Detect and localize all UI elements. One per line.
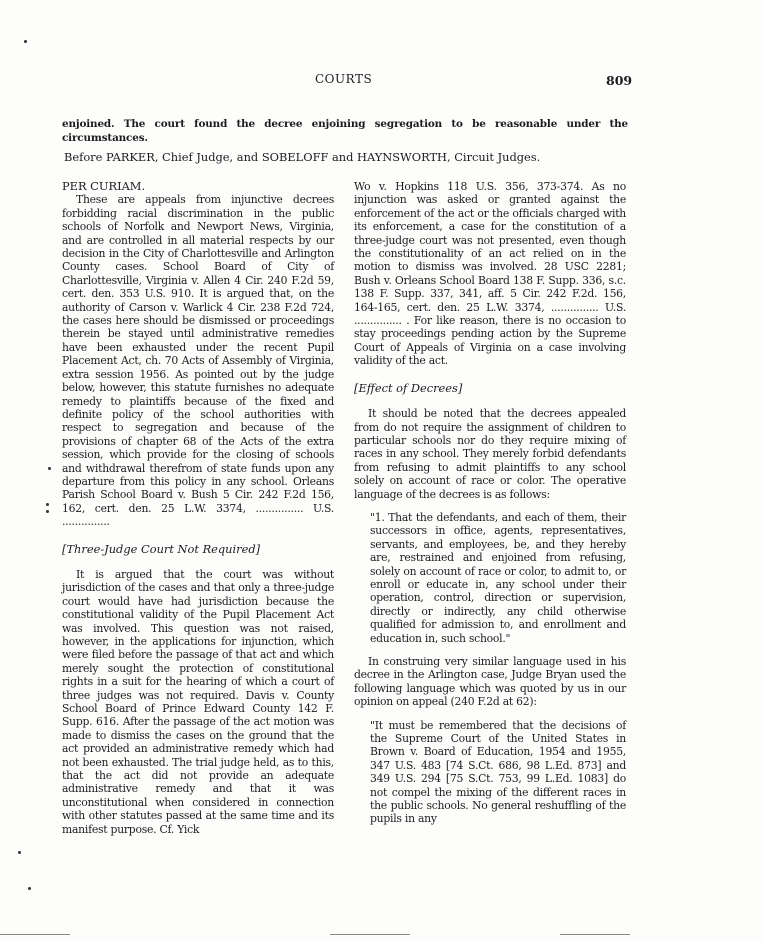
paragraph: These are appeals from injunctive decrees forbidding racial discrimination in the public schools of Norfolk and Newport News, Virginia, and are controlled in all material respects by our decision in the City of Charlottesville and Arlington County cases. School Board of City of Charlottesville, Virginia v. Allen 4 Cir. 240 F.2d 59, cert. den. 353 U.S. 910. It is argued that, on the authority of Carson v. Warlick 4 Cir. 238 F.2d 724, the cases here should be dismissed or proceedings therein be stayed until administrative remedies have been exhausted under the recent Pupil Placement Act, ch. 70 Acts of Assembly of Virginia, extra session 1956. As pointed out by the judge below, however, this statute furnishes no adequate remedy to plaintiffs because of the fixed and definite policy of the school authorities with respect to segregation and because of the provisions of chapter 68 of the Acts of the extra session, which provide for the closing of schools and withdrawal therefrom of state funds upon any departure from this policy in any school. Orleans Parish School Board v. Bush 5 Cir. 242 F.2d 156, 162, cert. den. 25 L.W. 3374, ............... U.S. ............... <box>62 193 334 529</box>
scan-edge-line <box>0 934 70 935</box>
paragraph: In construing very similar language used in his decree in the Arlington case, Judge Bryan used the following language which was quoted by us in our opinion on appeal (240 F.2d at 62): <box>354 655 626 709</box>
syllabus-tail: enjoined. The court found the decree enjoining segregation to be reasonable under the circumstances. <box>62 118 628 144</box>
scan-edge-line <box>330 934 410 935</box>
block-quote: "1. That the defendants, and each of them, their successors in office, agents, representatives, servants, and employees, be, and they hereby are, restrained and enjoined from refusing, solely on account of race or color, to admit to, or enroll or educate in, any school under their operation, control, direction or supervision, directly or indirectly, any child otherwise qualified for admission to, and enrollment and education in, such school." <box>370 510 626 645</box>
scan-speck <box>24 40 27 43</box>
paragraph: Wo v. Hopkins 118 U.S. 356, 373-374. As no injunction was asked or granted against the enforcement of the act or the officials charged with its enforcement, a case for the constitution of a three-judge court was not presented, even though the constitutionality of an act relied on in the motion to dismiss was involved. 28 USC 2281; Bush v. Orleans School Board 138 F. Supp. 336, s.c. 138 F. Supp. 337, 341, aff. 5 Cir. 242 F.2d. 156, 164-165, cert. den. 25 L.W. 3374, ............... U.S. ............... . For like reason, there is no occasion to stay proceedings pending action by the Supreme Court of Appeals of Virginia on a case involving validity of the act. <box>354 180 626 368</box>
page-number: 809 <box>606 73 633 88</box>
scan-edge-line <box>560 934 630 935</box>
running-head: COURTS <box>315 72 373 86</box>
per-curiam-heading: PER CURIAM. <box>62 179 146 193</box>
scan-speck <box>18 851 21 854</box>
scan-speck <box>48 467 51 470</box>
scan-speck <box>46 503 49 506</box>
right-column <box>354 180 626 836</box>
section-heading-three-judge-court: [Three-Judge Court Not Required] <box>62 541 261 556</box>
paragraph: It is argued that the court was without jurisdiction of the cases and that only a three-judge court would have had jurisdiction because the constitutional validity of the Pupil Placement Act was involved. This question was not raised, however, in the applications for injunction, which were filed before the passage of that act and which merely sought the protection of constitutional rights in a suit for the hearing of which a court of three judges was not required. Davis v. County School Board of Prince Edward County 142 F. Supp. 616. After the passage of the act motion was made to dismiss the cases on the ground that the act provided an administrative remedy which had not been exhausted. The trial judge held, as to this, that the act did not provide an adequate administrative remedy and that it was unconstitutional when considered in connection with other statutes passed at the same time and its manifest purpose. Cf. Yick <box>62 567 334 836</box>
section-heading-effect-of-decrees: [Effect of Decrees] <box>354 380 463 395</box>
left-column <box>62 180 334 836</box>
block-quote: "It must be remembered that the decisions of the Supreme Court of the United States in Brown v. Board of Education, 1954 and 1955, 347 U.S. 483 [74 S.Ct. 686, 98 L.Ed. 873] and 349 U.S. 294 [75 S.Ct. 753, 99 L.Ed. 1083] do not compel the mixing of the different races in the public schools. No general reshuffling of the pupils in any <box>370 718 626 826</box>
panel-of-judges: Before PARKER, Chief Judge, and SOBELOFF and HAYNSWORTH, Circuit Judges. <box>64 150 541 164</box>
scan-speck <box>28 887 31 890</box>
scan-speck <box>46 510 49 513</box>
paragraph: It should be noted that the decrees appealed from do not require the assignment of children to particular schools nor do they require mixing of races in any school. They merely forbid defendants from refusing to admit plaintiffs to any school solely on account of race or color. The operative language of the decrees is as follows: <box>354 407 626 501</box>
